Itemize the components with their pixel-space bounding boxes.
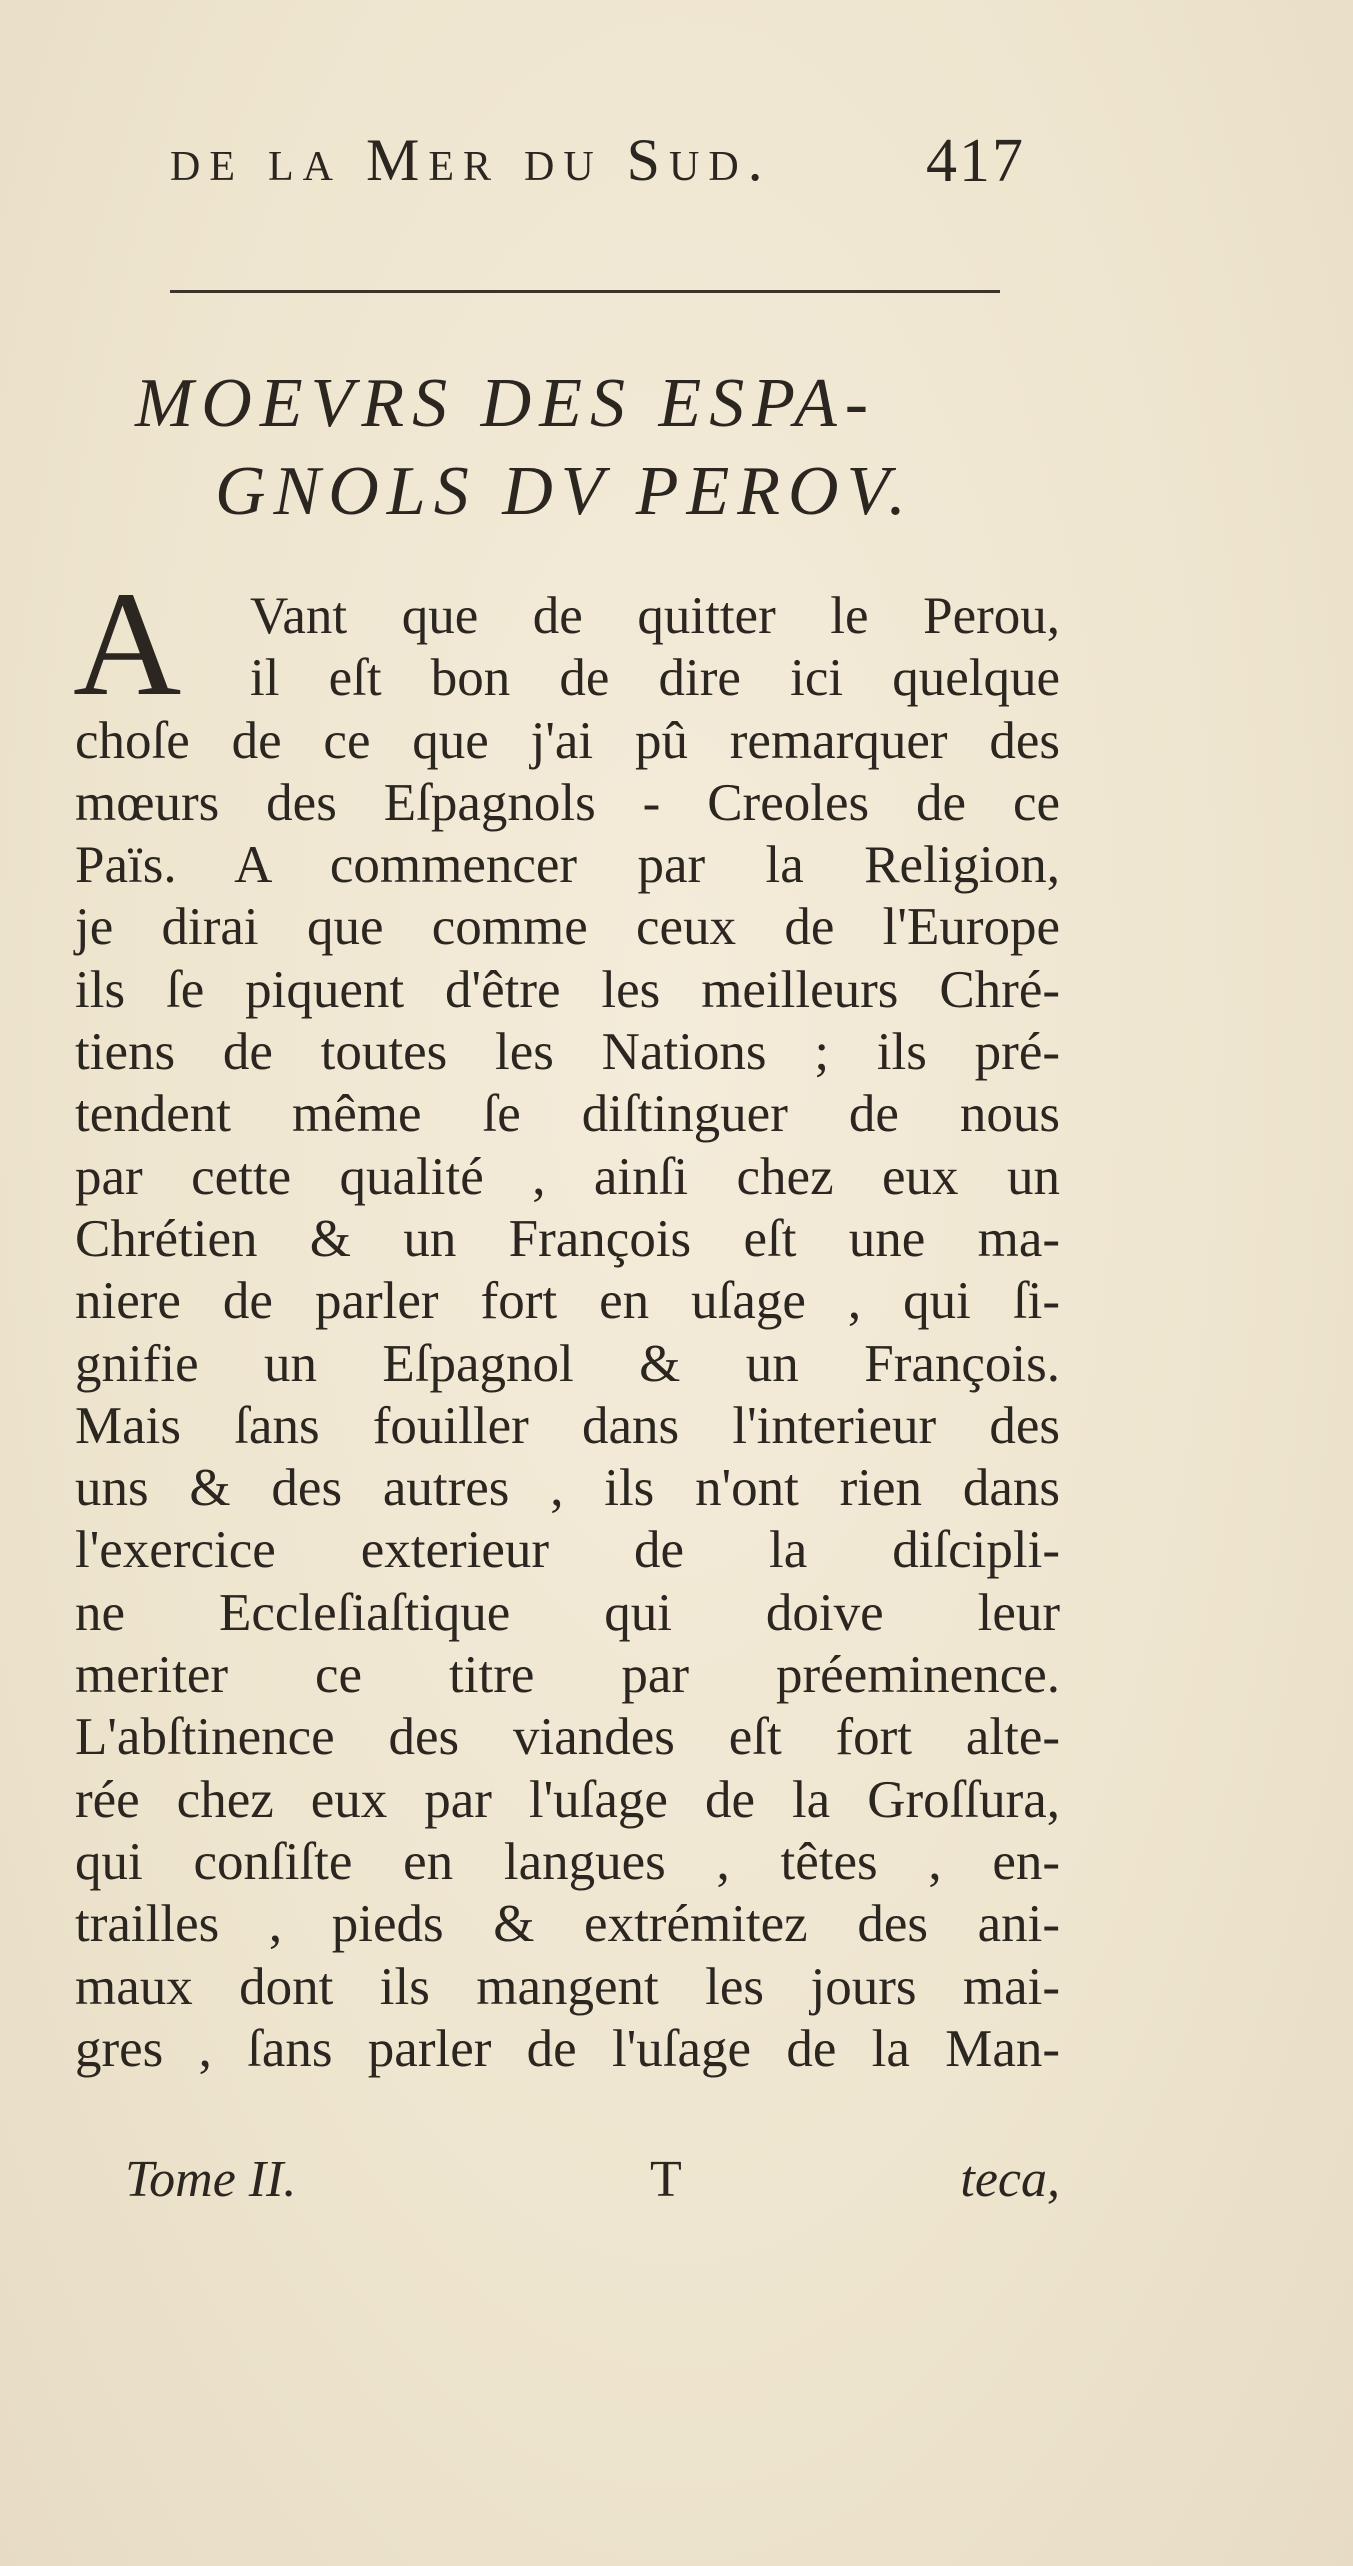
- drop-cap: A: [73, 561, 182, 727]
- page-footer: [75, 2150, 1060, 2220]
- text-line: maux dont ils mangent les jours mai-: [75, 1957, 1060, 2016]
- text-line: gres , ſans parler de l'uſage de la Man-: [75, 2019, 1060, 2078]
- text-line: ne Eccleſiaſtique qui doive leur: [75, 1583, 1060, 1642]
- text-line: L'abſtinence des viandes eſt fort alte-: [75, 1708, 1060, 1767]
- text-line: il eſt bon de dire ici quelque: [250, 649, 1060, 708]
- header-rule: [170, 290, 1000, 293]
- body-text: [73, 561, 1060, 2080]
- page-header: [170, 126, 1080, 206]
- text-line: rée chez eux par l'uſage de la Groſſura,: [75, 1770, 1060, 1829]
- catchword: teca,: [960, 2151, 1060, 2208]
- text-line: par cette qualité , ainſi chez eux un: [75, 1147, 1060, 1206]
- text-line: qui conſiſte en langues , têtes , en-: [75, 1832, 1060, 1891]
- text-line: Païs. A commencer par la Religion,: [75, 836, 1060, 895]
- text-line: tiens de toutes les Nations ; ils pré-: [75, 1023, 1060, 1082]
- text-line: je dirai que comme ceux de l'Europe: [75, 898, 1060, 957]
- text-line: Vant que de quitter le Perou,: [250, 587, 1060, 645]
- text-line: Chrétien & un François eſt une ma-: [75, 1209, 1060, 1268]
- text-line: mœurs des Eſpagnols - Creoles de ce: [75, 773, 1060, 832]
- text-line: trailles , pieds & extrémitez des ani-: [75, 1895, 1060, 1954]
- text-line: choſe de ce que j'ai pû remarquer des: [75, 711, 1060, 770]
- running-title: de la Mer du Sud.: [170, 127, 772, 193]
- text-line: niere de parler fort en uſage , qui ſi-: [75, 1272, 1060, 1331]
- signature-mark: T: [650, 2151, 682, 2208]
- section-title-line-2: GNOLS DV PEROV.: [215, 453, 914, 530]
- text-line: l'exercice exterieur de la diſcipli-: [75, 1521, 1060, 1580]
- page-number: 417: [926, 127, 1025, 195]
- volume-label: Tome II.: [125, 2151, 297, 2208]
- text-line: tendent même ſe diſtinguer de nous: [75, 1085, 1060, 1144]
- text-line: meriter ce titre par préeminence.: [75, 1646, 1060, 1705]
- text-line: gnifie un Eſpagnol & un François.: [75, 1334, 1060, 1393]
- section-title: [135, 360, 1085, 536]
- section-title-line-1: MOEVRS DES ESPA-: [135, 365, 877, 442]
- text-line: Mais ſans fouiller dans l'interieur des: [75, 1396, 1060, 1455]
- text-line: uns & des autres , ils n'ont rien dans: [75, 1459, 1060, 1518]
- text-line: ils ſe piquent d'être les meilleurs Chré-: [75, 960, 1060, 1019]
